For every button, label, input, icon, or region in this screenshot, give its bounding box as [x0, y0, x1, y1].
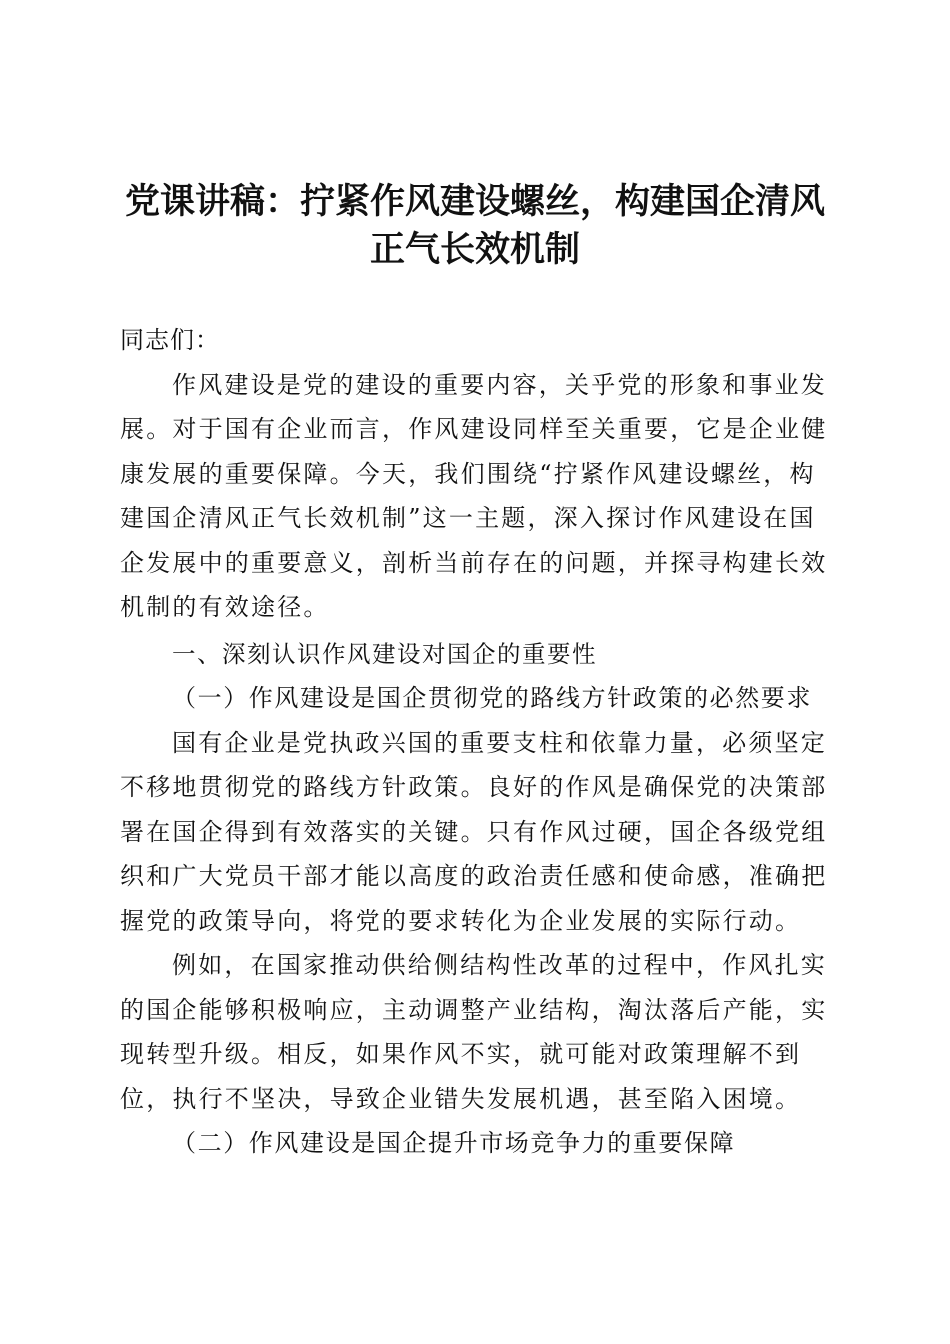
document-title: [110, 178, 840, 274]
intro-paragraph: 作风建设是党的建设的重要内容，关乎党的形象和事业发展。对于国有企业而言，作风建设同样至关重要，它是企业健康发展的重要保障。今天，我们围绕“拧紧作风建设螺丝，构建国企清风正气长效机制”这一主题，深入探讨作风建设在国企发展中的重要意义，剖析当前存在的问题，并探寻构建长效机制的有效途径。: [120, 370, 828, 621]
title-line-1: 党课讲稿：拧紧作风建设螺丝，构建国企清风: [124, 182, 825, 222]
subsection-2-heading: （二）作风建设是国企提升市场竞争力的重要保障: [172, 1129, 736, 1157]
section-1-heading: 一、深刻认识作风建设对国企的重要性: [172, 639, 597, 668]
salutation: 同志们：: [120, 326, 220, 354]
subsection-1-heading: （一）作风建设是国企贯彻党的路线方针政策的必然要求: [172, 684, 812, 712]
subsection-1-paragraph-1: 国有企业是党执政兴国的重要支柱和依靠力量，必须坚定不移地贯彻党的路线方针政策。良好的作风是确保党的决策部署在国企得到有效落实的关键。只有作风过硬，国企各级党组织和广大党员干部才能以高度的政治责任感和使命感，准确把握党的政策导向，将党的要求转化为企业发展的实际行动。: [120, 728, 828, 935]
subsection-1-paragraph-2: 例如，在国家推动供给侧结构性改革的过程中，作风扎实的国企能够积极响应，主动调整产业结构，淘汰落后产能，实现转型升级。相反，如果作风不实，就可能对政策理解不到位，执行不坚决，导致企业错失发展机遇，甚至陷入困境。: [120, 951, 828, 1113]
title-line-2: 正气长效机制: [369, 230, 580, 270]
document-body: [120, 318, 832, 1166]
